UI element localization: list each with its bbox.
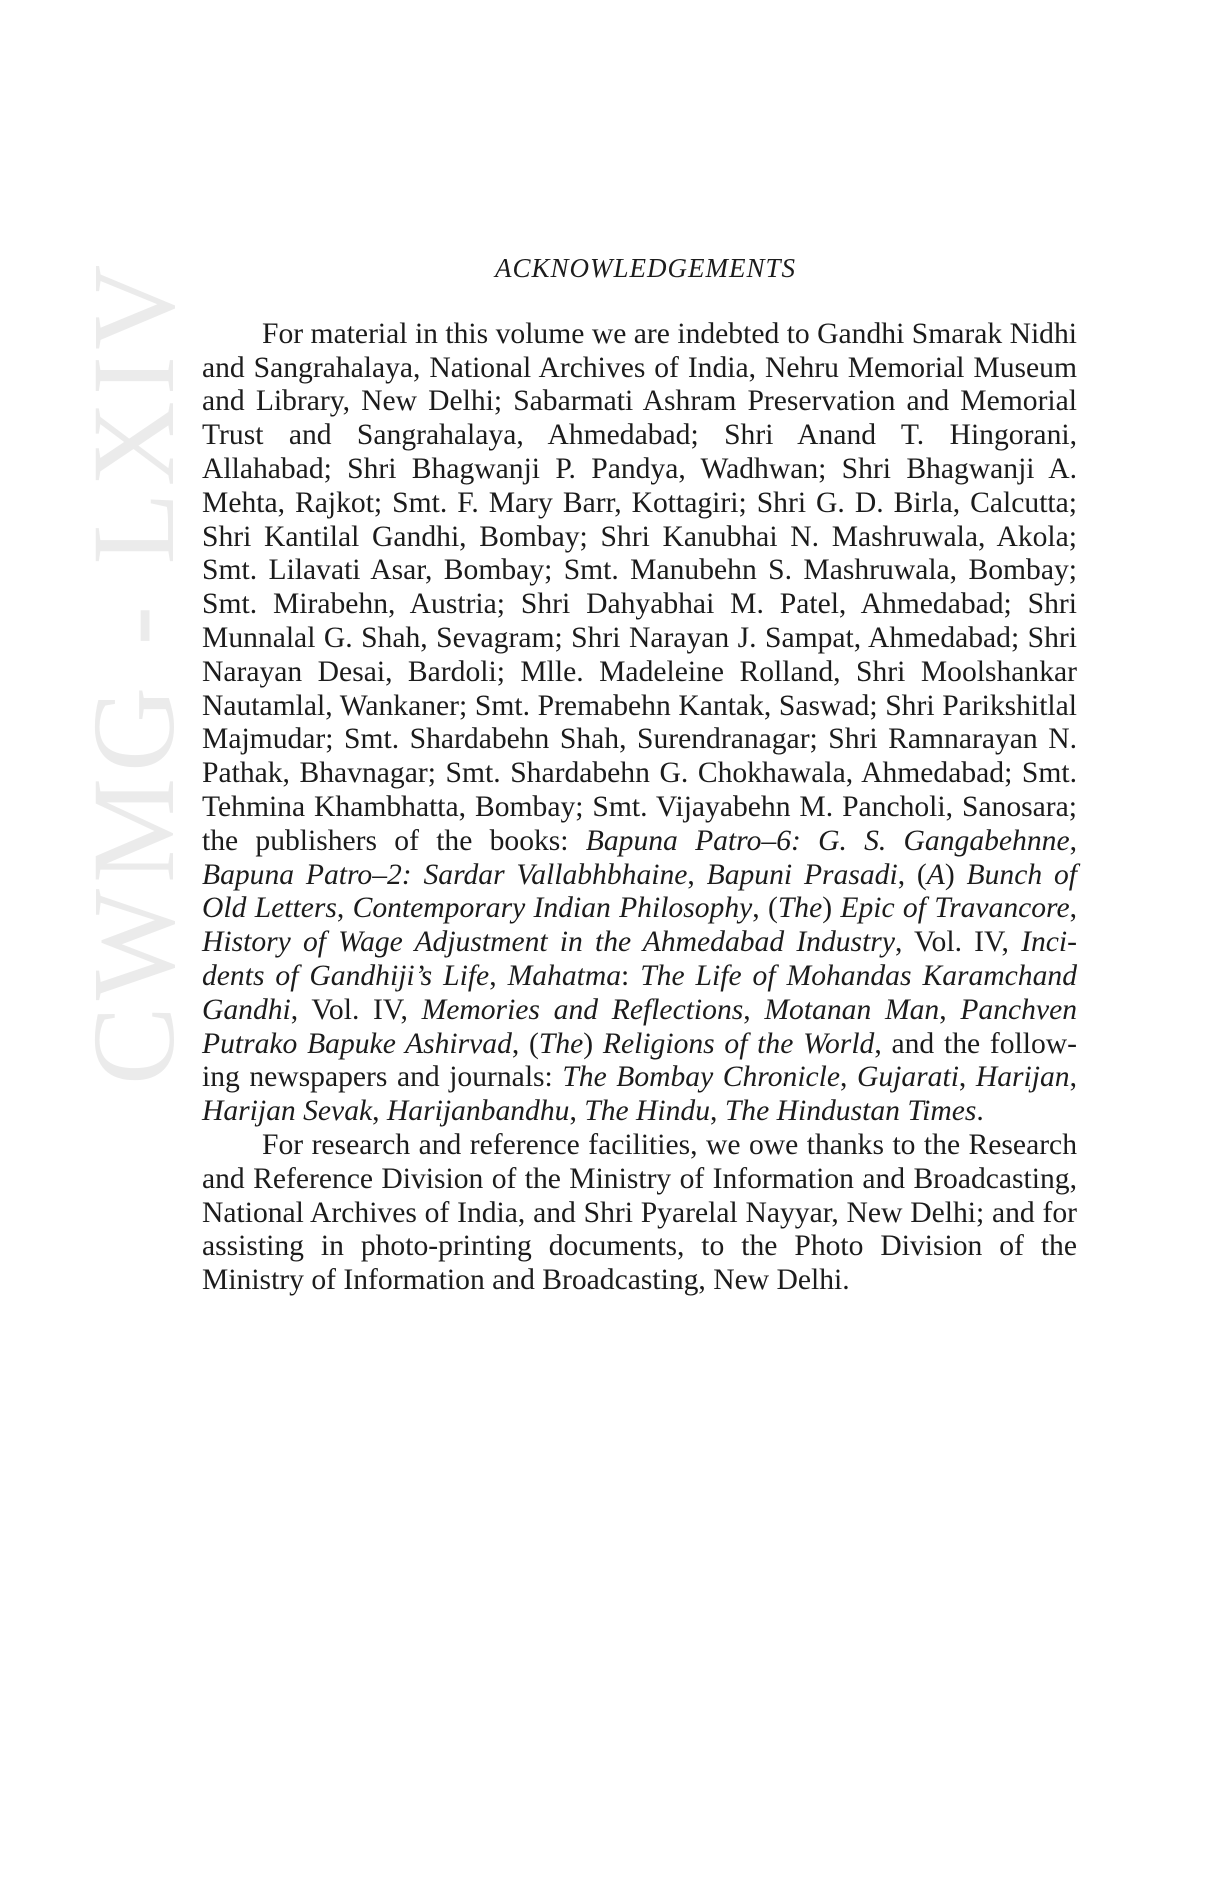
italic-title-text: Contemporary Indian Philosophy: [352, 892, 753, 925]
italic-title-text: The Hindu: [584, 1095, 711, 1128]
paragraph-text: ): [944, 858, 967, 891]
paragraph-text: ,: [939, 993, 961, 1026]
italic-title-text: Bapuna Patro–2: Sardar Vallabhbhaine: [202, 858, 688, 891]
paragraph-text: ,: [372, 1095, 387, 1128]
page: CWMG - LXIV ACKNOWLEDGEMENTS For material in this volume we are indebted to Gandhi Smarak Nidhi and Sangrahalaya, National Archives of India, Nehru Memorial Museum and Library, New Delhi; Sabarmati Ashram Preservation and Memorial Trust and Sangrahalaya, Ahmedabad; Shri Anand T. Hingorani, Allahabad; Shri Bhagwanji P. Pandya, Wadhwan; Shri Bhagwanji A. Mehta, Rajkot; Smt. F. Mary Barr, Kottagiri; Shri G. D. Birla, Calcutta; Shri Kantilal Gandhi, Bombay; Shri Kanubhai N. Mashruwala, Akola; Smt. Lilavati Asar, Bombay; Smt. Manubehn S. Mashruwala, Bombay; Smt. Mirabehn, Austria; Shri Dahyabhai M. Patel, Ahmedabad; Shri Munnalal G. Shah, Sevagram; Shri Narayan J. Sampat, Ahmedabad; Shri Narayan Desai, Bardoli; Mlle. Madeleine Rolland, Shri Moolshankar Nautamlal, Wankaner; Smt. Premabehn Kantak, Saswad; Shri Parikshitlal Majmudar; Smt. Shardabehn Shah, Surendranagar; Shri Ramnarayan N. Pathak, Bhavnagar; Smt. Shardabehn G. Chokhawala, Ahmedabad; Smt. Tehmina Khambhatta, Bombay; Smt. Vijayabehn M. Pancholi, Sanosara; the publishers of the books: Bapuna Patro–6: G. S. Gangabehnne, Bapuna Patro–2: Sardar Vallabhbhaine, Bapuni Prasadi, (A) Bunch of Old Letters, Contemporary Indian Philosophy, (The) Epic of Travancore, History of Wage Adjustment in the Ahmedabad Industry, Vol. IV, Incidents of Gandhiji’s Life, Mahatma: The Life of Mohandas Karamchand Gandhi, Vol. IV, Memories and Reflections, Motanan Man, Panchven Putrako Bapuke Ashirvad, (The) Religions of the World, and the following newspapers and journals: The Bombay Chronicle, Gujarati, Harijan, Harijan Sevak, Harijanbandhu, The Hindu, The Hindustan Times. For research and reference facilities, we owe thanks to the Research and Reference Division of the Ministry of Information and Broadcasting, National Archives of India, and Shri Pyarelal Nayyar, New Delhi; and for assisting in photo-printing documents, to the Photo Division of the Ministry of Information and Broadcasting, New Delhi.: [0, 0, 1229, 1890]
italic-title-text: The Hindustan Times: [724, 1095, 977, 1128]
paragraph: [202, 318, 1077, 1129]
paragraph-text: ): [822, 892, 841, 925]
paragraph-text: ,: [336, 892, 353, 925]
italic-title-text: Panchven Putrako Bapuke Ashirvad: [202, 993, 1078, 1060]
paragraph-text: , and the following newspapers and journals:: [202, 1027, 1077, 1094]
document-body: [202, 252, 1077, 1298]
paragraph-text: , Vol. IV,: [290, 993, 422, 1026]
paragraph: [202, 1129, 1077, 1298]
italic-title-text: The: [777, 892, 823, 925]
paragraph-text: , (: [752, 892, 778, 925]
italic-title-text: The Bombay Chronicle: [562, 1061, 841, 1094]
paragraph-text: ,: [489, 959, 508, 992]
paragraph-text: ,: [687, 858, 707, 891]
italic-title-text: The: [538, 1027, 584, 1060]
paragraph-text: ): [583, 1027, 603, 1060]
italic-title-text: Harijan Sevak: [202, 1095, 373, 1128]
italic-title-text: The Life of Mohandas Karamchand Gandhi: [202, 959, 1077, 1026]
page-title: ACKNOWLEDGEMENTS: [494, 253, 797, 283]
paragraph-text: ,: [1069, 1061, 1077, 1094]
italic-title-text: Harijan: [975, 1061, 1070, 1094]
paragraph-text: .: [976, 1095, 984, 1128]
paragraph-text: ,: [1069, 892, 1078, 925]
italic-title-text: Memories and Reflections: [421, 993, 744, 1026]
paragraphs: [202, 318, 1077, 1298]
italic-title-text: Bunch of Old Letters: [202, 858, 1077, 925]
paragraph-text: , (: [897, 858, 927, 891]
italic-title-text: Epic of Travancore: [840, 892, 1070, 925]
italic-title-text: Bapuni Prasadi: [706, 858, 898, 891]
paragraph-text: ,: [743, 993, 765, 1026]
italic-title-text: Motanan Man: [764, 993, 940, 1026]
paragraph-text: :: [621, 959, 641, 992]
paragraph-text: ,: [958, 1061, 976, 1094]
paragraph-text: , (: [511, 1027, 539, 1060]
paragraph-text: For research and reference facilities, we owe thanks to the Research and Reference Division of the Ministry of Information and Broadcasting, National Archives of India, and Shri Pyarelal Nayyar, New Delhi; and for assisting in photo-printing documents, to the Photo Division of the Ministry of Information and Broadcasting, New Delhi.: [202, 1128, 1077, 1297]
paragraph-text: ,: [710, 1095, 725, 1128]
paragraph-text: ,: [840, 1061, 857, 1094]
italic-title-text: Bapuna Patro–6: G. S. Gangabehnne: [585, 824, 1070, 857]
italic-title-text: Gujarati: [856, 1061, 959, 1094]
italic-title-text: Incidents of Gandhiji’s Life: [202, 926, 1077, 992]
italic-title-text: A: [926, 858, 945, 891]
paragraph-text: For material in this volume we are indebted to Gandhi Smarak Nidhi and Sangrahalaya, National Archives of India, Nehru Memorial Museum and Library, New Delhi; Sabarmati Ashram Preservation and Memorial Trust and Sangrahalaya, Ahmedabad; Shri Anand T. Hingorani, Allahabad; Shri Bhagwanji P. Pandya, Wadhwan; Shri Bhagwanji A. Mehta, Rajkot; Smt. F. Mary Barr, Kottagiri; Shri G. D. Birla, Calcutta; Shri Kantilal Gandhi, Bombay; Shri Kanubhai N. Mashruwala, Akola; Smt. Lilavati Asar, Bombay; Smt. Manubehn S. Mashruwala, Bombay; Smt. Mirabehn, Austria; Shri Dahyabhai M. Patel, Ahmedabad; Shri Munnalal G. Shah, Sevagram; Shri Narayan J. Sampat, Ahmedabad; Shri Narayan Desai, Bardoli; Mlle. Madeleine Rolland, Shri Moolshankar Nautamlal, Wankaner; Smt. Premabehn Kantak, Saswad; Shri Parikshitlal Majmudar; Smt. Shardabehn Shah, Surendranagar; Shri Ramnarayan N. Pathak, Bhavnagar; Smt. Shardabehn G. Chokhawala, Ahmedabad; Smt. Tehmina Khambhatta, Bombay; Smt. Vijayabehn M. Pancholi, Sanosara; the publishers of the books:: [202, 317, 1077, 857]
paragraph-text: ,: [1069, 824, 1077, 857]
italic-title-text: Harijanbandhu: [386, 1095, 570, 1128]
paragraph-text: , Vol. IV,: [894, 926, 1022, 959]
italic-title-text: Mahatma: [507, 959, 622, 992]
italic-title-text: History of Wage Adjustment in the Ahmedabad Industry: [202, 926, 895, 959]
italic-title-text: Religions of the World: [602, 1027, 875, 1060]
paragraph-text: ,: [569, 1095, 585, 1128]
